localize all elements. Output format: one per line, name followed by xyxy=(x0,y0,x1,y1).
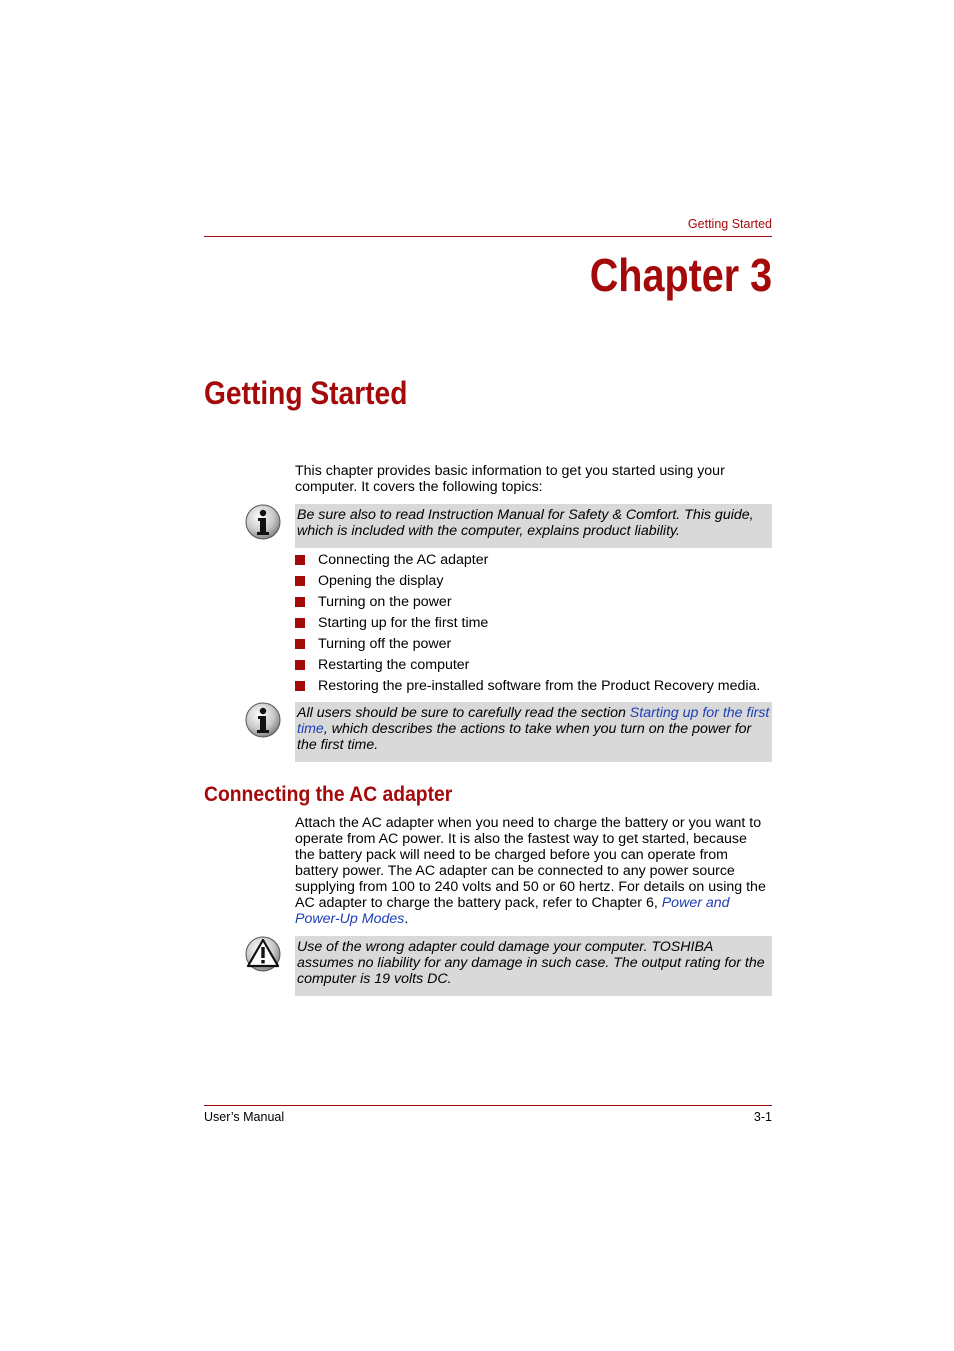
note-text: All users should be sure to carefully read the section xyxy=(297,705,630,721)
bullet-square-icon xyxy=(295,681,305,691)
note-box xyxy=(295,504,772,548)
warning-line: Use of the wrong adapter could damage your computer. TOSHIBA xyxy=(297,939,714,955)
intro-line: This chapter provides basic information to get you started using your xyxy=(295,463,725,479)
starting-up-link-cont[interactable]: time xyxy=(297,721,324,737)
footer-manual-title: User’s Manual xyxy=(204,1110,285,1124)
paragraph-line: supplying from 100 to 240 volts and 50 or 60 hertz. For details on using the xyxy=(295,879,766,895)
intro-paragraph xyxy=(295,463,775,495)
chapter-title: Chapter 3 xyxy=(589,249,772,301)
note-text: , which describes the actions to take when you turn on the power for xyxy=(323,721,752,737)
starting-up-link[interactable]: Starting up for the first xyxy=(629,705,770,721)
section-heading: Connecting the AC adapter xyxy=(204,783,453,806)
warning-box xyxy=(295,936,772,996)
warning-icon xyxy=(244,935,282,973)
bullet-square-icon xyxy=(295,660,305,670)
running-header: Getting Started xyxy=(687,217,772,231)
section-paragraph xyxy=(295,815,775,927)
bullet-square-icon xyxy=(295,639,305,649)
page-number: 3-1 xyxy=(753,1110,772,1124)
list-item-label: Restarting the computer xyxy=(318,657,470,673)
note-line: Be sure also to read Instruction Manual for Safety & Comfort. This guide, xyxy=(297,507,754,523)
list-item-label: Turning on the power xyxy=(318,594,452,610)
warning-line: assumes no liability for any damage in such case. The output rating for the xyxy=(297,955,765,971)
note-line xyxy=(297,705,770,721)
page-title: Getting Started xyxy=(204,375,408,411)
note-line: the first time. xyxy=(297,737,379,753)
list-item xyxy=(295,656,760,677)
list-item-label: Turning off the power xyxy=(318,636,452,652)
bullet-square-icon xyxy=(295,576,305,586)
list-item xyxy=(295,635,760,656)
list-item-label: Opening the display xyxy=(318,573,444,589)
list-item-label: Restoring the pre-installed software from the Product Recovery media. xyxy=(318,678,761,694)
bullet-square-icon xyxy=(295,555,305,565)
paragraph-line xyxy=(295,911,775,927)
header-divider xyxy=(204,236,772,237)
note-line xyxy=(297,721,770,737)
info-icon xyxy=(244,701,282,739)
list-item-label: Starting up for the first time xyxy=(318,615,489,631)
paragraph-line: operate from AC power. It is also the fastest way to get started, because xyxy=(295,831,747,847)
list-item xyxy=(295,614,760,635)
note-line: which is included with the computer, explains product liability. xyxy=(297,523,680,539)
topics-list xyxy=(295,551,760,698)
warning-line: computer is 19 volts DC. xyxy=(297,971,452,987)
footer-divider xyxy=(204,1105,772,1106)
paragraph-text: . xyxy=(404,911,409,927)
power-modes-link-cont[interactable]: Power-Up Modes xyxy=(295,911,405,927)
note-box xyxy=(295,702,772,762)
bullet-square-icon xyxy=(295,618,305,628)
paragraph-line xyxy=(295,895,775,911)
info-icon xyxy=(244,503,282,541)
power-modes-link[interactable]: Power and xyxy=(661,895,730,911)
paragraph-line: the battery pack will need to be charged before you can operate from xyxy=(295,847,728,863)
bullet-square-icon xyxy=(295,597,305,607)
list-item xyxy=(295,677,760,698)
paragraph-line: battery power. The AC adapter can be connected to any power source xyxy=(295,863,735,879)
intro-line: computer. It covers the following topics: xyxy=(295,479,543,495)
paragraph-line: Attach the AC adapter when you need to charge the battery or you want to xyxy=(295,815,762,831)
list-item xyxy=(295,593,760,614)
list-item-label: Connecting the AC adapter xyxy=(318,552,489,568)
list-item xyxy=(295,551,760,572)
list-item xyxy=(295,572,760,593)
paragraph-text: AC adapter to charge the battery pack, refer to Chapter 6, xyxy=(295,895,662,911)
